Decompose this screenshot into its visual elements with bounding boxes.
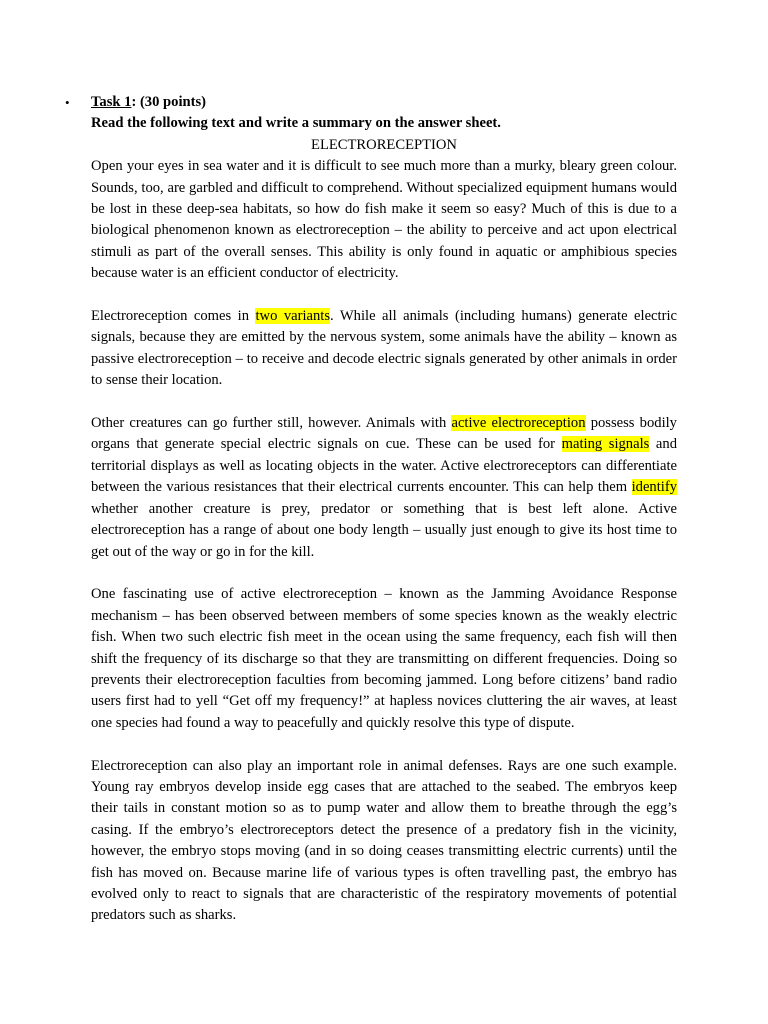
paragraph-3-text-a: Other creatures can go further still, however. Animals with xyxy=(91,415,452,432)
task-instruction: Read the following text and write a summary on the answer sheet. xyxy=(91,115,501,132)
paragraph-4: One fascinating use of active electroreception – known as the Jamming Avoidance Response mechanism – has been observed between members of some species known as the weakly electric fish. When two such electric fish meet in the ocean using the same frequency, each fish will then shift the frequency of its discharge so that they are transmitting on different frequencies. Doing so prevents their electroreception faculties from becoming jammed. Long before citizens’ band radio users first had to yell “Get off my frequency!” at hapless novices cluttering the air waves, at least one species had found a way to peacefully and quickly resolve this type of dispute. xyxy=(91,586,677,731)
highlight-mating-signals: mating signals xyxy=(561,436,650,453)
highlight-two-variants: two variants xyxy=(255,308,331,325)
bullet-marker: • xyxy=(65,95,70,110)
paragraph-2 xyxy=(91,306,677,392)
task-heading xyxy=(91,92,677,113)
task-points: : (30 points) xyxy=(131,94,207,110)
paragraph-2-text-a: Electroreception comes in xyxy=(91,308,256,325)
paragraph-3-text-b: possess bodily organs that generate special electric signals on cue. These can be used for xyxy=(91,415,677,453)
paragraph-3-text-d: whether another creature is prey, predator or something that is best left alone. Active electroreception has a range of about one body length – usually just enough to give its host time to get out of the way or go in for the kill. xyxy=(91,500,677,560)
paragraph-2-text-b: . While all animals (including humans) generate electric signals, because they are emitted by the nervous system, some animals have the ability – known as passive electroreception – to receive and decode electric signals generated by other animals in order to sense their location. xyxy=(91,308,677,389)
paragraph-3 xyxy=(91,413,677,563)
article-title: ELECTRORECEPTION xyxy=(311,136,457,153)
task-name: Task 1 xyxy=(91,94,132,110)
paragraph-5: Electroreception can also play an important role in animal defenses. Rays are one such example. Young ray embryos develop inside egg cases that are attached to the seabed. The embryos keep their tails in constant motion so as to pump water and allow them to breathe through the egg’s casing. If the embryo’s electroreceptors detect the presence of a predatory fish in the vicinity, however, the embryo stops moving (and in so doing ceases transmitting electric currents) until the fish has moved on. Because marine life of various types is often travelling past, the embryo has evolved only to react to signals that are characteristic of the respiratory movements of potential predators such as sharks. xyxy=(91,757,677,924)
paragraph-3-text-c: and territorial displays as well as locating objects in the water. Active electroreceptors can differentiate between the various resistances that their electrical currents encounter. This can help them xyxy=(91,436,677,496)
paragraph-1: Open your eyes in sea water and it is difficult to see much more than a murky, bleary green colour. Sounds, too, are garbled and difficult to comprehend. Without specialized equipment humans would be lost in these deep-sea habitats, so how do fish make it seem so easy? Much of this is due to a biological phenomenon known as electroreception – the ability to perceive and act upon electrical stimuli as part of the overall senses. This ability is only found in aquatic or amphibious species because water is an efficient conductor of electricity. xyxy=(91,158,677,282)
highlight-active-electroreception: active electroreception xyxy=(451,415,586,432)
highlight-identify: identify xyxy=(631,479,677,496)
document-body xyxy=(65,92,677,948)
